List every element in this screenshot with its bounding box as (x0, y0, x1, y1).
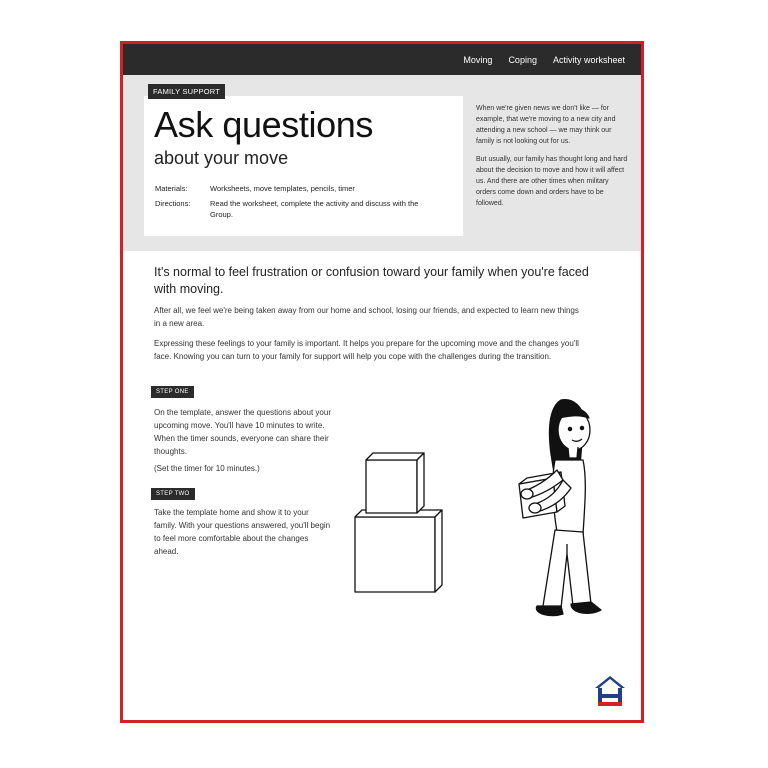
sidebar-text (476, 103, 628, 216)
sidebar-paragraph-1: When we're given news we don't like — for example, that we're moving to a new city and attending a new school — we may think our family is not looking out for us. (476, 105, 616, 145)
body-paragraph-1: After all, we feel we're being taken away from our home and school, losing our friends, and expected to learn new things in a new area. (154, 306, 579, 328)
girl-carrying-box-illustration (351, 384, 611, 619)
body-paragraph-2: Expressing these feelings to your family is important. It helps you prepare for the upcoming move and the changes you'll face. Knowing you can turn to your family for support will help you cope with the challenges during the transition. (154, 339, 579, 361)
directions-value: Read the worksheet, complete the activity and discuss with the Group. (210, 199, 419, 219)
step-two-text: Take the template home and show it to your family. With your questions answered, you'll begin to feel more comfortable about the changes ahead. (154, 508, 331, 556)
box-stack (355, 453, 442, 592)
materials-value: Worksheets, move templates, pencils, timer (210, 184, 355, 193)
organization-logo (592, 674, 628, 710)
directions-row (155, 198, 425, 220)
page-title: Ask questions (154, 104, 373, 145)
lead-heading: It's normal to feel frustration or confusion toward your family when you're faced with moving. (154, 265, 589, 296)
sidebar-paragraph-2: But usually, our family has thought long and hard about the decision to move and how it will affect us. And there are other times when military orders come down and orders have to be followed. (476, 156, 628, 207)
page-subtitle: about your move (154, 148, 289, 168)
step-one-note: (Set the timer for 10 minutes.) (154, 464, 260, 473)
nav-link-coping[interactable]: Coping (508, 54, 537, 65)
nav-link-moving[interactable]: Moving (463, 54, 493, 65)
section-tag: FAMILY SUPPORT (148, 84, 225, 99)
top-nav-bar (123, 44, 641, 75)
nav-link-activity-worksheet[interactable]: Activity worksheet (552, 54, 625, 65)
girl-figure (519, 400, 601, 616)
step-one-label: STEP ONE (151, 386, 194, 398)
materials-label: Materials: (155, 184, 188, 193)
materials-row (155, 183, 425, 194)
page-frame (120, 41, 644, 723)
directions-label: Directions: (155, 199, 191, 208)
step-two-label: STEP TWO (151, 488, 195, 500)
activity-meta (155, 183, 425, 224)
step-one-text: On the template, answer the questions about your upcoming move. You'll have 10 minutes to write. When the timer sounds, everyone can share their thoughts. (154, 408, 331, 456)
nav-menu (463, 44, 625, 75)
